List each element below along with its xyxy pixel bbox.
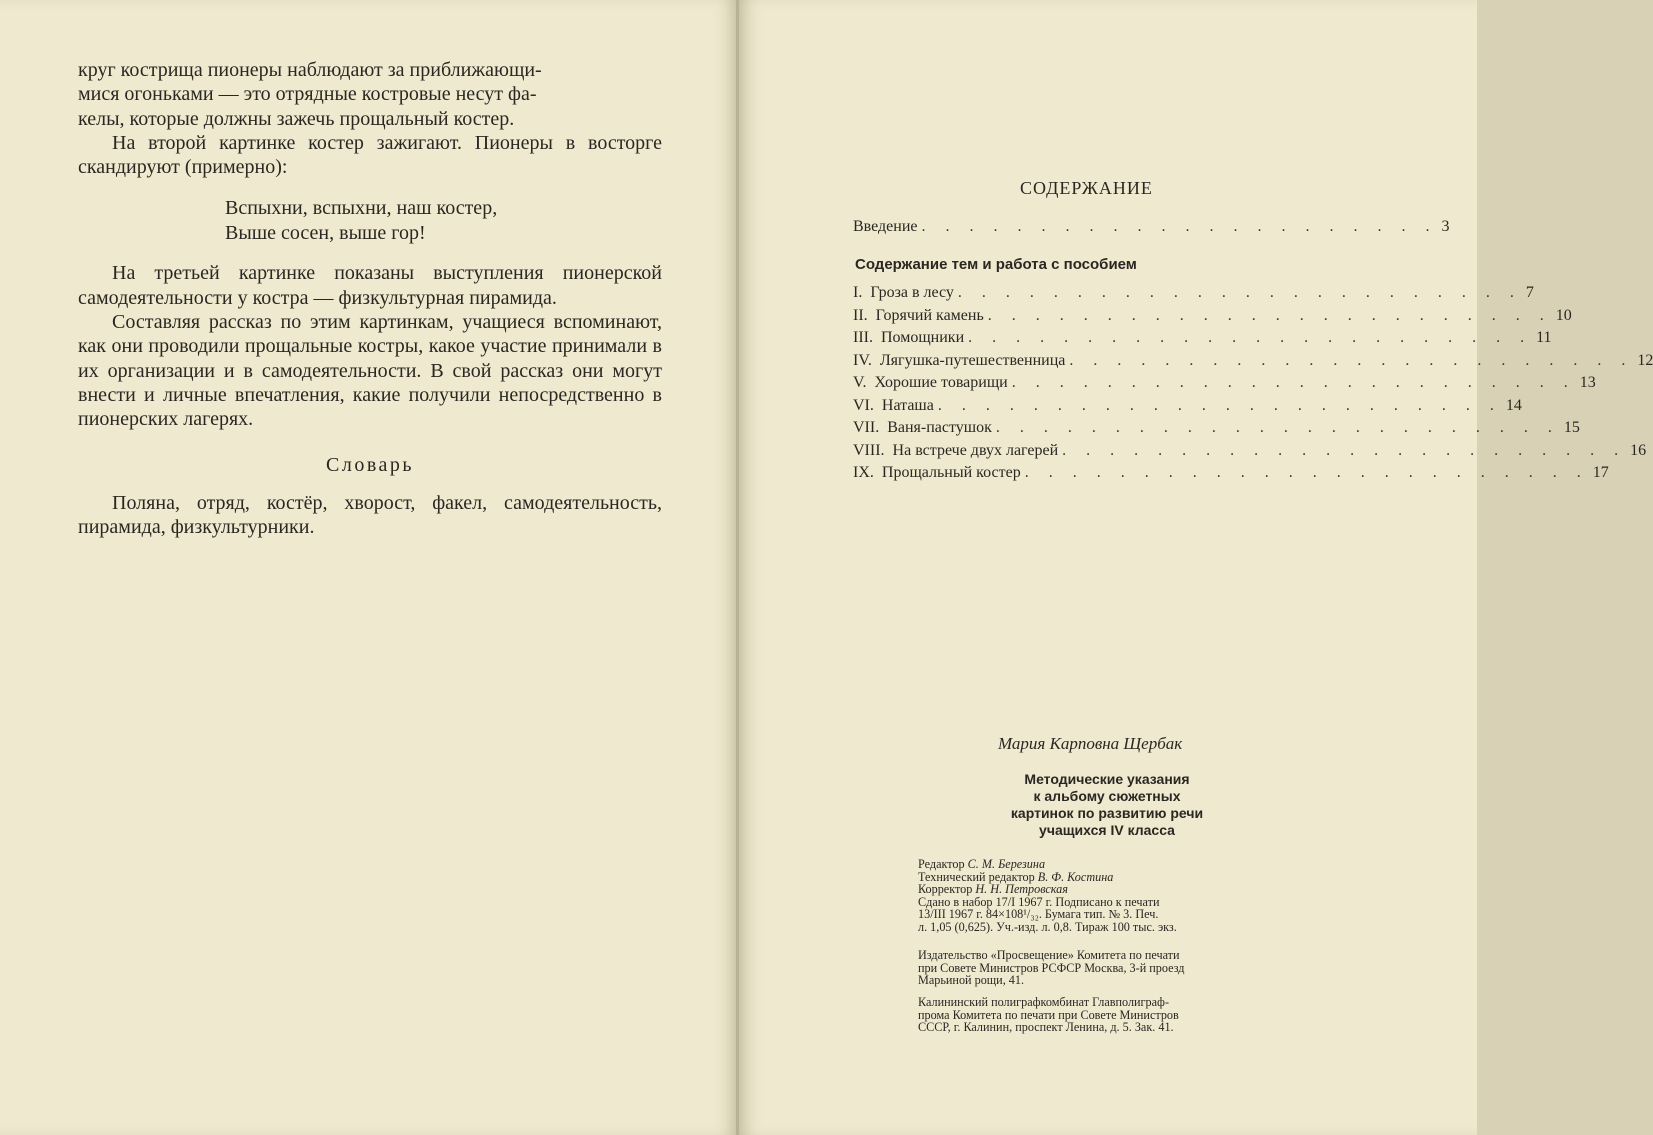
toc-leader-dots: . . . . . . . . . . . . . . . . . . . . . . . .	[995, 419, 1560, 436]
book-title-line-3: картинок по развитию речи	[1010, 805, 1204, 821]
imprint-print-line-1: Сдано в набор 17/I 1967 г. Подписано к печати	[918, 894, 1160, 909]
poem-line-2: Выше сосен, выше гор!	[225, 222, 426, 245]
toc-entry-page: 11	[1536, 329, 1552, 346]
imprint-print-line-3: л. 1,05 (0,625). Уч.-изд. л. 0,8. Тираж 100 тыс. экз.	[918, 919, 1177, 934]
toc-entry	[853, 329, 1552, 351]
toc-leader-dots: . . . . . . . . . . . . . . . . . . . . . . . .	[987, 306, 1552, 324]
toc-entry	[853, 441, 1647, 464]
book-title-line-2: к альбому сюжетных	[1033, 788, 1181, 804]
book-title-line-4: учащихся IV класса	[1039, 822, 1175, 838]
imprint-printer-line-3: СССР, г. Калинин, проспект Ленина, д. 5. Зак. 41.	[918, 1020, 1174, 1034]
toc-leader-dots: . . . . . . . . . . . . . . . . . . . . . . . .	[937, 396, 1502, 414]
toc-entry-intro	[853, 218, 1450, 240]
toc-entry-number: VII.	[853, 419, 880, 436]
toc-entry-label: Гроза в лесу	[870, 284, 954, 301]
paragraph-4: Составляя рассказ по этим картинкам, учащиеся вспоминают, как они проводили прощальные костры, какое участие принимали в их организации и в самодеятельности. В свой рассказ они могут внести и личные впечатления, какие получили непосредственно в пионерских лагерях.	[78, 311, 662, 431]
toc-entry-page: 15	[1563, 419, 1580, 436]
toc-entry-number: V.	[853, 374, 867, 391]
poem	[78, 196, 662, 246]
toc-leader-dots: . . . . . . . . . . . . . . . . . . . . . . . .	[1011, 374, 1576, 391]
toc-entry-label: Хорошие товарищи	[874, 374, 1008, 391]
toc-entry	[853, 351, 1653, 374]
imprint-printer	[918, 996, 1290, 1034]
toc-leader-dots: . . . . . . . . . . . . . . . . . . . . . . . .	[1069, 351, 1634, 369]
toc-entry-number: IX.	[853, 464, 874, 481]
toc-entry	[853, 396, 1522, 419]
toc-entry-label: Лягушка-путешественница	[879, 351, 1066, 369]
toc-entry	[853, 284, 1534, 306]
toc-entry-label: Наташа	[881, 396, 934, 414]
toc-entry-page: 10	[1555, 306, 1572, 324]
imprint-publisher	[918, 949, 1290, 987]
toc-entry-number: II.	[853, 306, 868, 324]
imprint-publisher-line-1: Издательство «Просвещение» Комитета по печати	[918, 948, 1180, 962]
paragraph-1	[78, 58, 662, 131]
toc-entry-number: VIII.	[853, 441, 885, 459]
imprint-printer-line-1: Калининский полиграфкомбинат Главполиграф-	[918, 995, 1170, 1009]
toc-subheading: Содержание тем и работа с пособием	[855, 256, 1137, 273]
paragraph-1-line-1: круг кострища пионеры наблюдают за приближающи-	[78, 59, 542, 81]
imprint-proofreader: Корректор Н. Н. Петровская	[918, 882, 1068, 896]
toc-title: СОДЕРЖАНИЕ	[1020, 178, 1153, 198]
toc-entry	[853, 306, 1572, 329]
imprint-editor: Редактор С. М. Березина	[918, 857, 1046, 871]
toc-entry	[853, 464, 1609, 486]
toc-entry	[853, 374, 1596, 396]
imprint-print-line-2: 13/III 1967 г. 84×108¹/₃₂. Бумага тип. № 3. Печ.	[918, 907, 1159, 921]
left-page	[0, 0, 737, 1135]
toc-leader-dots: . . . . . . . . . . . . . . . . . . . . . . . .	[1024, 464, 1589, 481]
imprint-publisher-line-3: Марьиной рощи, 41.	[918, 973, 1025, 987]
toc-entry-label: Горячий камень	[875, 306, 984, 324]
toc-leader-dots: . . . . . . . . . . . . . . . . . . . . . .	[921, 218, 1438, 235]
toc-leader-dots: . . . . . . . . . . . . . . . . . . . . . . . .	[1062, 441, 1627, 459]
author-name: Мария Карповна Щербак	[998, 734, 1183, 753]
vocabulary-text: Поляна, отряд, костёр, хворост, факел, самодеятельность, пирамида, физкультурники.	[78, 491, 662, 539]
toc-entry-page: 13	[1579, 374, 1596, 391]
paragraph-2: На второй картинке костер зажигают. Пионеры в восторге скандируют (примерно):	[78, 131, 662, 179]
paragraph-1-line-2: мися огоньками — это отрядные костровые несут фа-	[78, 83, 537, 106]
toc-entry-page: 16	[1630, 441, 1647, 459]
toc-entry-page: 7	[1525, 284, 1534, 301]
toc-entry-number: VI.	[853, 396, 874, 414]
toc-entry-page: 12	[1637, 351, 1653, 369]
paragraph-1-line-3: келы, которые должны зажечь прощальный костер.	[78, 107, 515, 130]
imprint-printer-line-2: прома Комитета по печати при Совете Министров	[918, 1007, 1179, 1022]
paragraph-3: На третьей картинке показаны выступления пионерской самодеятельности у костра — физкультурная пирамида.	[78, 262, 662, 309]
imprint-credits	[918, 858, 1290, 933]
toc-entry-label: На встрече двух лагерей	[892, 441, 1059, 459]
toc-leader-dots: . . . . . . . . . . . . . . . . . . . . . . . .	[957, 284, 1522, 301]
toc-entry	[853, 419, 1580, 441]
toc-entry-page: 17	[1592, 464, 1609, 481]
toc-entry-page: 14	[1505, 396, 1522, 414]
book-title-line-1: Методические указания	[1024, 771, 1190, 787]
toc-entry-label: Ваня-пастушок	[887, 419, 992, 436]
toc-entry-number: III.	[853, 329, 873, 346]
poem-line-1: Вспыхни, вспыхни, наш костер,	[225, 197, 498, 220]
book-title	[966, 771, 1248, 839]
vocabulary-heading: Словарь	[326, 453, 414, 476]
imprint-publisher-line-2: при Совете Министров РСФСР Москва, 3-й проезд	[918, 960, 1185, 975]
toc-entry-label: Введение	[853, 218, 918, 235]
toc-entry-number: I.	[853, 284, 863, 301]
toc-entry-label: Помощники	[880, 329, 965, 346]
toc-entry-page: 3	[1441, 218, 1450, 235]
left-page-text	[78, 58, 662, 539]
toc-entry-label: Прощальный костер	[881, 464, 1021, 481]
toc-leader-dots: . . . . . . . . . . . . . . . . . . . . . . . .	[968, 329, 1533, 346]
imprint-tech-editor: Технический редактор В. Ф. Костина	[918, 869, 1114, 884]
toc-entry-number: IV.	[853, 351, 872, 369]
